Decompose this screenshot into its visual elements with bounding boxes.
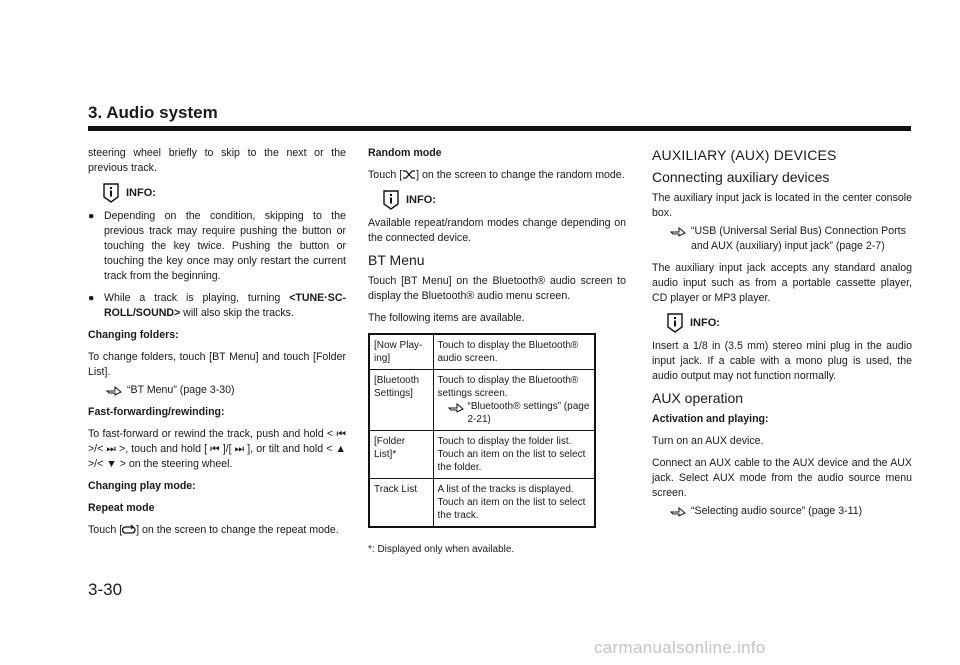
bullet-dot: ● xyxy=(88,292,95,304)
bt-menu-table xyxy=(368,333,596,528)
table-row xyxy=(369,370,595,431)
heading-aux-devices: AUXILIARY (AUX) DEVICES xyxy=(652,147,837,163)
table-row xyxy=(369,334,595,370)
subheading-repeat: Repeat mode xyxy=(88,502,155,514)
reference-text: “USB (Universal Serial Bus) Connection Ports and AUX (auxiliary) input jack” (page 2-7) xyxy=(691,225,906,252)
bullet-text: will also skip the tracks. xyxy=(180,307,294,319)
column-2 xyxy=(368,146,626,564)
table-value: A list of the tracks is displayed. Touch an item on the list to select the track. xyxy=(433,479,595,528)
reference-link[interactable] xyxy=(88,383,346,398)
repeat-icon xyxy=(122,524,136,535)
table-key: [Bluetooth Settings] xyxy=(369,370,433,431)
subheading-folders: Changing folders: xyxy=(88,329,179,341)
paragraph-bt-menu: Touch [BT Menu] on the Bluetooth® audio screen to display the Bluetooth® audio menu screen. xyxy=(368,275,626,302)
footnote: *: Displayed only when available. xyxy=(368,544,515,555)
reference-text: “Bluetooth® settings” (page 2-21) xyxy=(467,401,590,425)
subheading-fastforward: Fast-forwarding/rewinding: xyxy=(88,406,225,418)
text-fragment: Touch [ xyxy=(368,169,403,181)
bullet-item xyxy=(88,209,346,284)
reference-link[interactable] xyxy=(652,224,912,254)
table-value: Touch to display the Bluetooth® settings screen. xyxy=(437,375,579,399)
table-key: [Now Play-ing] xyxy=(369,334,433,370)
heading-bt-menu: BT Menu xyxy=(368,252,425,268)
paragraph-info: Insert a 1/8 in (3.5 mm) stereo mini plug in the audio input jack. If a cable with a mono plug is used, the audio output may not function normally. xyxy=(652,340,912,382)
reference-arrow-icon xyxy=(670,505,686,517)
paragraph-accepts: The auxiliary input jack accepts any standard analog audio input such as from a portable cassette player, CD player or MP3 player. xyxy=(652,262,912,304)
key-label: <TUNE·SC-ROLL/SOUND> xyxy=(104,292,346,319)
bullet-text: Depending on the condition, skipping to the previous track may require pushing the button or touching the key twice. Pushing the button or touching the key once may only restart the current track from the beginning. xyxy=(104,210,346,282)
paragraph-connect: The auxiliary input jack is located in the center console box. xyxy=(652,192,912,219)
header-rule xyxy=(88,126,911,131)
info-icon xyxy=(102,183,120,203)
table-row xyxy=(369,431,595,479)
paragraph-random xyxy=(368,168,626,183)
info-heading xyxy=(666,313,912,333)
paragraph-repeat xyxy=(88,523,346,538)
reference-arrow-icon xyxy=(106,384,122,396)
subheading-activation: Activation and playing: xyxy=(652,413,769,425)
heading-connecting: Connecting auxiliary devices xyxy=(652,169,830,185)
reference-text: “Selecting audio source” (page 3-11) xyxy=(691,505,863,517)
bullet-item xyxy=(88,291,346,321)
subheading-random: Random mode xyxy=(368,147,442,159)
column-3 xyxy=(652,146,912,526)
paragraph-info: Available repeat/random modes change depending on the connected device. xyxy=(368,217,626,244)
column-1 xyxy=(88,146,346,545)
shuffle-icon xyxy=(402,169,416,180)
bullet-dot: ● xyxy=(88,210,95,222)
reference-link[interactable] xyxy=(652,504,912,519)
table-value-cell xyxy=(433,370,595,431)
reference-link[interactable] xyxy=(438,400,591,426)
table-key: [Folder List]* xyxy=(369,431,433,479)
paragraph-skip: steering wheel briefly to skip to the next or the previous track. xyxy=(88,147,346,174)
watermark: carmanualsonline.info xyxy=(594,638,766,657)
paragraph-fastforward: To fast-forward or rewind the track, push and hold < ⏮ >/< ⏭ >, touch and hold [ ⏮ ]/[ ⏭ ], or tilt and hold < ▲ >/< ▼ > on the steering wheel. xyxy=(88,428,346,470)
info-label: INFO: xyxy=(126,186,156,199)
subheading-playmode: Changing play mode: xyxy=(88,480,196,492)
paragraph-turnon: Turn on an AUX device. xyxy=(652,435,764,447)
info-heading xyxy=(102,183,346,203)
reference-text: “BT Menu” (page 3-30) xyxy=(127,384,235,396)
table-key: Track List xyxy=(369,479,433,528)
info-icon xyxy=(666,313,684,333)
reference-arrow-icon xyxy=(670,225,686,237)
paragraph-folders: To change folders, touch [BT Menu] and touch [Folder List]. xyxy=(88,351,346,378)
info-label: INFO: xyxy=(690,316,720,329)
info-label: INFO: xyxy=(406,193,436,206)
text-fragment: Touch [ xyxy=(88,524,123,536)
reference-arrow-icon xyxy=(448,401,464,413)
bullet-text: While a track is playing, turning xyxy=(104,292,290,304)
heading-aux-operation: AUX operation xyxy=(652,390,744,406)
text-fragment: ] on the screen to change the repeat mode. xyxy=(136,524,339,536)
info-icon xyxy=(382,190,400,210)
table-row xyxy=(369,479,595,528)
table-value: Touch to display the Bluetooth® audio screen. xyxy=(433,334,595,370)
text-fragment: ] on the screen to change the random mode. xyxy=(416,169,625,181)
info-heading xyxy=(382,190,626,210)
section-title: 3. Audio system xyxy=(88,103,218,122)
table-value: Touch to display the folder list. Touch an item on the list to select the folder. xyxy=(433,431,595,479)
page-number: 3-30 xyxy=(88,580,123,599)
paragraph-connect-cable: Connect an AUX cable to the AUX device and the AUX jack. Select AUX mode from the audio source menu screen. xyxy=(652,457,912,499)
paragraph-items: The following items are available. xyxy=(368,312,525,324)
